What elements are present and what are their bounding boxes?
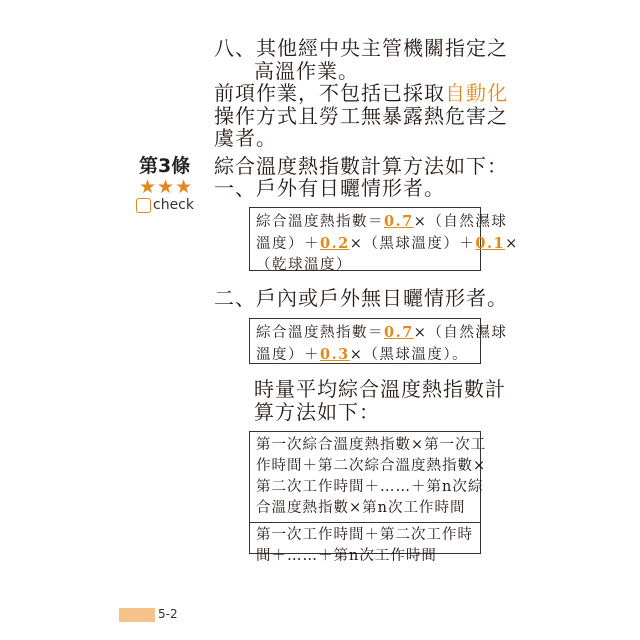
exclusion-line-1 (214, 81, 508, 106)
numerator-line: 作時間＋第二次綜合溫度熱指數× (256, 458, 487, 474)
formula-text: 綜合溫度熱指數＝ (256, 214, 384, 230)
case-2-formula-box (249, 318, 508, 364)
formula-text: 溫度）＋ (256, 347, 320, 363)
formula-text: ×（自然濕球 (413, 214, 508, 230)
coefficient: 0.2 (320, 235, 350, 252)
formula-text: ×（黑球溫度）。 (349, 347, 469, 363)
numerator-line: 第一次綜合溫度熱指數×第一次工 (256, 437, 487, 453)
case-2-heading: 二、戶內或戶外無日曬情形者。 (214, 286, 508, 310)
twa-numerator (256, 435, 487, 519)
formula-text: × (505, 236, 519, 252)
fraction-divider (250, 522, 480, 523)
twa-denominator (256, 525, 474, 567)
check-label: check (153, 197, 194, 213)
twa-title-line-1: 時量平均綜合溫度熱指數計 (254, 377, 506, 401)
importance-stars: ★★★ (139, 176, 194, 198)
method-title: 綜合溫度熱指數計算方法如下： (214, 154, 508, 178)
item-8-line-2: 高溫作業。 (254, 59, 359, 83)
case-1-formula-box (249, 207, 519, 273)
coefficient: 0.7 (384, 213, 414, 230)
formula-line (256, 211, 508, 233)
exclusion-line-3: 虞者。 (214, 126, 277, 150)
numerator-line: 第二次工作時間＋……＋第n次綜 (256, 479, 484, 495)
page-number: 5-2 (158, 607, 178, 621)
formula-line (256, 233, 519, 255)
formula-text: 溫度）＋ (256, 236, 320, 252)
article-number: 第3條 (139, 155, 191, 177)
formula-text: 綜合溫度熱指數＝ (256, 325, 384, 341)
denominator-line: 間＋……＋第n次工作時間 (256, 548, 437, 564)
formula-text: ×（自然濕球 (413, 325, 508, 341)
check-box[interactable] (136, 197, 194, 213)
twa-title-line-2: 算方法如下： (254, 400, 380, 424)
item-8-line-1: 八、其他經中央主管機關指定之 (214, 36, 508, 60)
checkbox-icon[interactable] (136, 198, 151, 213)
coefficient: 0.3 (320, 346, 350, 363)
coefficient: 0.7 (384, 324, 414, 341)
formula-line (256, 344, 474, 366)
numerator-line: 合溫度熱指數×第n次工作時間 (256, 500, 466, 516)
page-footer-bar (119, 608, 155, 622)
denominator-line: 第一次工作時間＋第二次工作時 (256, 527, 473, 543)
exclusion-text: 前項作業，不包括已採取 (214, 81, 445, 105)
formula-text: ×（黑球溫度）＋ (349, 236, 476, 252)
formula-line (256, 322, 508, 344)
case-1-heading: 一、戶外有日曬情形者。 (214, 176, 445, 200)
formula-line: （乾球溫度） (256, 257, 352, 273)
twa-formula-box (249, 431, 487, 564)
automation-highlight: 自動化 (445, 81, 508, 105)
coefficient: 0.1 (475, 235, 506, 252)
exclusion-line-2: 操作方式且勞工無暴露熱危害之 (214, 104, 508, 128)
